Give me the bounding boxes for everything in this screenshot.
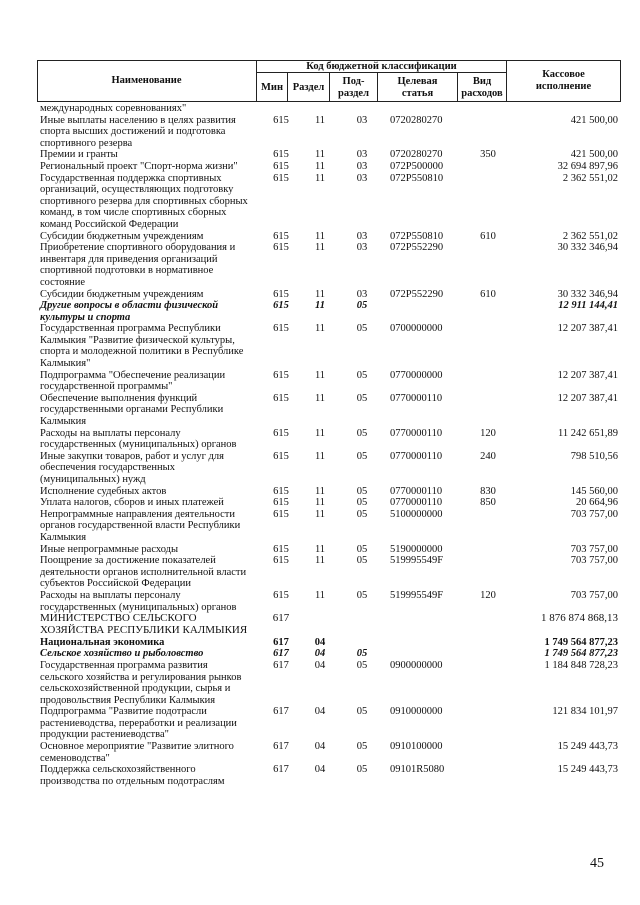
cell-min: 615 xyxy=(273,288,289,300)
cell-name: Приобретение спортивного оборудования и инвентаря для приведения организаций спортивной подготовки в нормативное состояние xyxy=(40,242,236,288)
cell-name: Государственная поддержка спортивных организаций, осуществляющих подготовку спортивного резерва для спортивных сборных команд, в том числе спортивных сборных команд Российской Федерации xyxy=(40,172,248,230)
cell-sum: 798 510,56 xyxy=(570,450,618,462)
cell-razdel: 11 xyxy=(314,485,326,497)
cell-celevaya: 0770000110 xyxy=(390,450,443,462)
cell-name: МИНИСТЕРСТВО СЕЛЬСКОГО ХОЗЯЙСТВА РЕСПУБЛИКИ КАЛМЫКИЯ xyxy=(40,612,248,636)
cell-celevaya: 0720280270 xyxy=(390,114,443,126)
cell-name: Расходы на выплаты персоналу государственных (муниципальных) органов xyxy=(40,589,237,613)
cell-celevaya: 0720280270 xyxy=(390,149,443,161)
table-row xyxy=(40,289,620,301)
cell-name: Исполнение судебных актов xyxy=(40,485,167,497)
cell-sum: 1 876 874 868,13 xyxy=(541,612,618,625)
table-row xyxy=(40,741,620,764)
cell-sum: 421 500,00 xyxy=(570,114,618,126)
cell-name: международных соревнованиях" xyxy=(40,103,187,114)
cell-min: 615 xyxy=(273,589,289,601)
cell-podrazdel: 05 xyxy=(356,508,368,520)
cell-celevaya: 072P552290 xyxy=(390,242,444,254)
cell-min: 615 xyxy=(273,114,289,126)
cell-celevaya: 5190000000 xyxy=(390,543,443,555)
cell-min: 615 xyxy=(273,323,289,335)
cell-name: Подпрограмма "Обеспечение реализации государственной программы" xyxy=(40,369,226,393)
cell-razdel: 11 xyxy=(314,392,326,404)
table-row xyxy=(40,300,620,323)
cell-name: Премии и гранты xyxy=(40,149,118,161)
cell-sum: 15 249 443,73 xyxy=(557,741,618,753)
cell-sum: 421 500,00 xyxy=(570,149,618,161)
cell-name: Поддержка сельскохозяйственного производства по отдельным подотраслям xyxy=(40,764,225,787)
cell-celevaya: 0770000000 xyxy=(390,369,443,381)
cell-name: Национальная экономика xyxy=(40,636,165,648)
cell-name: Субсидии бюджетным учреждениям xyxy=(40,288,204,300)
cell-vid: 850 xyxy=(480,497,496,509)
cell-razdel: 11 xyxy=(314,114,326,126)
header-razdel: Раздел xyxy=(292,82,325,93)
cell-sum: 1 749 564 877,23 xyxy=(544,636,618,648)
table-row xyxy=(40,103,620,115)
cell-min: 617 xyxy=(273,706,289,718)
header-vid-line2: расходов xyxy=(461,88,503,99)
cell-sum: 30 332 346,94 xyxy=(557,288,618,300)
cell-podrazdel: 03 xyxy=(356,230,368,242)
cell-podrazdel: 05 xyxy=(356,485,368,497)
table-row xyxy=(40,451,620,486)
cell-min: 615 xyxy=(273,172,289,184)
table-row xyxy=(40,544,620,556)
cell-sum: 2 362 551,02 xyxy=(562,172,618,184)
header-vid-line1: Вид xyxy=(472,76,492,87)
cell-razdel: 11 xyxy=(314,172,326,184)
cell-min: 615 xyxy=(273,149,289,161)
table-header xyxy=(37,60,621,102)
table-row xyxy=(40,428,620,451)
cell-sum: 11 242 651,89 xyxy=(558,427,618,439)
cell-razdel: 11 xyxy=(314,149,326,161)
cell-name: Другие вопросы в области физической культуры и спорта xyxy=(40,300,219,323)
table-row xyxy=(40,509,620,544)
cell-razdel: 04 xyxy=(314,741,326,753)
table-row xyxy=(40,555,620,590)
header-podrazdel-line1: Под- xyxy=(342,76,365,87)
table-row xyxy=(40,637,620,649)
cell-sum: 703 757,00 xyxy=(570,555,618,567)
cell-celevaya: 0770000110 xyxy=(390,485,443,497)
cell-min: 617 xyxy=(273,764,289,776)
cell-podrazdel: 03 xyxy=(356,160,368,172)
cell-name: Сельское хозяйство и рыболовство xyxy=(40,648,204,660)
cell-razdel: 04 xyxy=(314,706,326,718)
cell-razdel: 11 xyxy=(314,230,326,242)
cell-min: 615 xyxy=(273,508,289,520)
cell-celevaya: 072P500000 xyxy=(390,160,444,172)
cell-podrazdel: 05 xyxy=(356,427,368,439)
cell-sum: 20 664,96 xyxy=(576,497,618,509)
cell-sum: 703 757,00 xyxy=(570,508,618,520)
cell-sum: 32 694 897,96 xyxy=(557,160,618,172)
cell-sum: 2 362 551,02 xyxy=(562,230,618,242)
cell-min: 615 xyxy=(273,555,289,567)
cell-min: 615 xyxy=(273,485,289,497)
cell-min: 615 xyxy=(273,300,289,312)
cell-razdel: 11 xyxy=(314,508,326,520)
cell-razdel: 11 xyxy=(314,323,326,335)
cell-celevaya: 072P550810 xyxy=(390,230,444,242)
header-kassa-line2: исполнение xyxy=(535,81,592,92)
page-number: 45 xyxy=(590,856,604,871)
cell-razdel: 11 xyxy=(315,300,325,312)
cell-sum: 1 184 848 728,23 xyxy=(544,659,618,671)
header-group-title: Код бюджетной классификации xyxy=(306,61,457,72)
cell-podrazdel: 05 xyxy=(356,543,368,555)
cell-celevaya: 0770000110 xyxy=(390,497,443,509)
cell-sum: 1 749 564 877,23 xyxy=(544,648,618,660)
header-celevaya-line2: статья xyxy=(401,88,434,99)
cell-podrazdel: 05 xyxy=(356,589,368,601)
cell-podrazdel: 05 xyxy=(356,741,368,753)
cell-podrazdel: 05 xyxy=(356,497,368,509)
cell-celevaya: 0700000000 xyxy=(390,323,443,335)
cell-name: Поощрение за достижение показателей деятельности органов исполнительной власти субъектов Российской Федерации xyxy=(40,555,247,590)
cell-vid: 350 xyxy=(480,149,496,161)
cell-name: Государственная программа Республики Калмыкия "Развитие физической культуры, спорта и молодежной политики в Республике Калмыкия" xyxy=(40,323,244,370)
table-body xyxy=(40,103,620,787)
cell-min: 615 xyxy=(273,392,289,404)
cell-name: Уплата налогов, сборов и иных платежей xyxy=(40,497,224,509)
cell-celevaya: 0910100000 xyxy=(390,741,443,753)
header-right-border xyxy=(620,60,621,102)
cell-name: Государственная программа развития сельского хозяйства и регулирования рынков сельскохозяйственной продукции, сырья и продовольствия Республики Калмыкия xyxy=(40,659,242,706)
cell-podrazdel: 03 xyxy=(356,114,368,126)
cell-celevaya: 519995549F xyxy=(390,555,444,567)
header-min: Мин xyxy=(260,82,283,93)
cell-sum: 703 757,00 xyxy=(570,543,618,555)
cell-celevaya: 0900000000 xyxy=(390,659,443,671)
cell-sum: 12 911 144,41 xyxy=(558,300,618,312)
cell-vid: 120 xyxy=(480,589,496,601)
cell-name: Расходы на выплаты персоналу государственных (муниципальных) органов xyxy=(40,427,237,451)
cell-razdel: 11 xyxy=(314,589,326,601)
table-row xyxy=(40,161,620,173)
cell-razdel: 11 xyxy=(314,450,326,462)
cell-name: Региональный проект "Спорт-норма жизни" xyxy=(40,160,238,172)
cell-podrazdel: 05 xyxy=(356,323,368,335)
cell-celevaya: 072P552290 xyxy=(390,288,444,300)
cell-vid: 610 xyxy=(480,230,496,242)
cell-min: 615 xyxy=(273,369,289,381)
cell-name: Основное мероприятие "Развитие элитного семеноводства" xyxy=(40,741,234,764)
table-row xyxy=(40,173,620,231)
cell-podrazdel: 05 xyxy=(356,450,368,462)
cell-min: 617 xyxy=(273,659,289,671)
cell-min: 615 xyxy=(273,230,289,242)
table-row xyxy=(40,486,620,498)
table-row xyxy=(40,764,620,787)
cell-name: Обеспечение выполнения функций государственными органами Республики Калмыкия xyxy=(40,392,224,428)
cell-razdel: 11 xyxy=(314,160,326,172)
cell-podrazdel: 03 xyxy=(356,288,368,300)
cell-vid: 610 xyxy=(480,288,496,300)
header-podrazdel-line2: раздел xyxy=(338,88,369,99)
cell-name: Иные закупки товаров, работ и услуг для обеспечения государственных (муниципальных) нужд xyxy=(40,450,224,485)
header-group-divider xyxy=(256,72,506,73)
cell-podrazdel: 03 xyxy=(356,149,368,161)
cell-podrazdel: 05 xyxy=(356,648,368,660)
cell-sum: 30 332 346,94 xyxy=(557,242,618,254)
cell-celevaya: 5100000000 xyxy=(390,508,443,520)
cell-razdel: 11 xyxy=(314,497,326,509)
cell-sum: 703 757,00 xyxy=(570,589,618,601)
cell-razdel: 04 xyxy=(314,636,326,648)
table-row xyxy=(40,231,620,243)
cell-min: 615 xyxy=(273,427,289,439)
table-row xyxy=(40,370,620,393)
cell-sum: 145 560,00 xyxy=(570,485,618,497)
table-row xyxy=(40,393,620,428)
cell-min: 615 xyxy=(273,160,289,172)
cell-razdel: 04 xyxy=(314,659,326,671)
cell-name: Иные выплаты населению в целях развития спорта высших достижений и подготовка спортивного резерва xyxy=(40,114,236,149)
cell-podrazdel: 05 xyxy=(356,392,368,404)
cell-podrazdel: 05 xyxy=(356,300,368,312)
table-row xyxy=(40,706,620,741)
cell-min: 615 xyxy=(273,242,289,254)
header-name: Наименование xyxy=(111,75,182,86)
cell-sum: 15 249 443,73 xyxy=(557,764,618,776)
cell-sum: 121 834 101,97 xyxy=(552,706,618,718)
cell-celevaya: 09101R5080 xyxy=(390,764,445,776)
table-row xyxy=(40,648,620,660)
cell-razdel: 04 xyxy=(314,648,326,660)
header-kassa-line1: Кассовое xyxy=(542,69,585,80)
cell-razdel: 11 xyxy=(314,369,326,381)
cell-vid: 240 xyxy=(480,450,496,462)
cell-podrazdel: 03 xyxy=(356,172,368,184)
cell-name: Иные непрограммные расходы xyxy=(40,543,179,555)
cell-celevaya: 0770000110 xyxy=(390,392,443,404)
table-row xyxy=(40,613,620,637)
cell-razdel: 11 xyxy=(314,288,326,300)
table-row xyxy=(40,242,620,288)
cell-podrazdel: 05 xyxy=(356,706,368,718)
cell-min: 617 xyxy=(273,648,289,660)
cell-podrazdel: 03 xyxy=(356,242,368,254)
cell-razdel: 11 xyxy=(314,242,326,254)
cell-sum: 12 207 387,41 xyxy=(557,369,618,381)
cell-podrazdel: 05 xyxy=(356,555,368,567)
table-row xyxy=(40,149,620,161)
cell-sum: 12 207 387,41 xyxy=(557,323,618,335)
cell-podrazdel: 05 xyxy=(356,369,368,381)
cell-razdel: 11 xyxy=(314,555,326,567)
table-row xyxy=(40,590,620,613)
cell-celevaya: 0770000110 xyxy=(390,427,443,439)
cell-podrazdel: 05 xyxy=(356,659,368,671)
cell-vid: 830 xyxy=(480,485,496,497)
cell-vid: 120 xyxy=(480,427,496,439)
cell-min: 615 xyxy=(273,497,289,509)
cell-min: 617 xyxy=(273,636,289,648)
cell-min: 615 xyxy=(273,450,289,462)
cell-razdel: 11 xyxy=(314,543,326,555)
cell-podrazdel: 05 xyxy=(356,764,368,776)
cell-razdel: 11 xyxy=(314,427,326,439)
cell-name: Непрограммные направления деятельности органов государственной власти Республики Калмыкия xyxy=(40,508,241,543)
cell-min: 617 xyxy=(273,741,289,753)
table-row xyxy=(40,323,620,369)
cell-min: 617 xyxy=(272,612,290,625)
cell-celevaya: 0910000000 xyxy=(390,706,443,718)
table-row xyxy=(40,115,620,150)
cell-sum: 12 207 387,41 xyxy=(557,392,618,404)
header-celevaya-line1: Целевая xyxy=(397,76,438,87)
cell-celevaya: 072P550810 xyxy=(390,172,444,184)
cell-name: Подпрограмма "Развитие подотрасли растениеводства, переработки и реализации продукции растениеводства" xyxy=(40,706,237,741)
cell-celevaya: 519995549F xyxy=(390,589,444,601)
table-row xyxy=(40,660,620,706)
cell-razdel: 04 xyxy=(314,764,326,776)
table-row xyxy=(40,497,620,509)
cell-name: Субсидии бюджетным учреждениям xyxy=(40,230,204,242)
cell-min: 615 xyxy=(273,543,289,555)
